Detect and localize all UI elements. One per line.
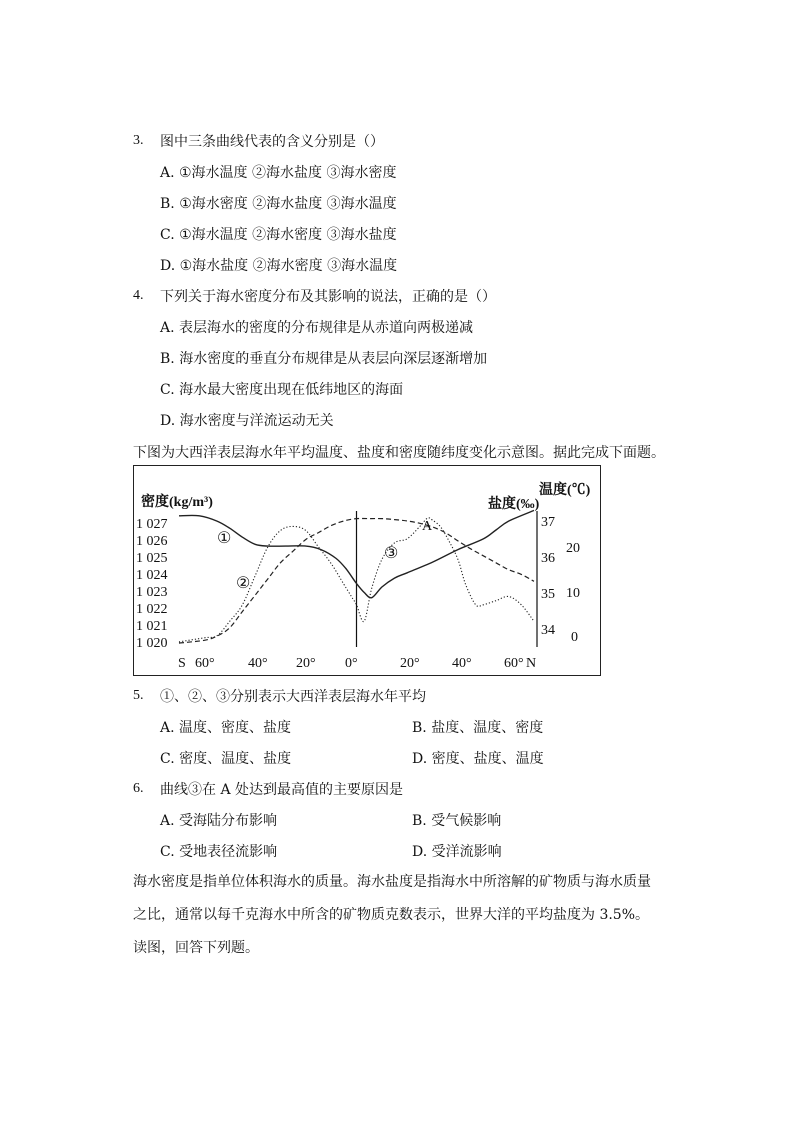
q3-option-b[interactable]: B. ①海水密度 ②海水盐度 ③海水温度 bbox=[160, 196, 397, 212]
q4-stem: 下列关于海水密度分布及其影响的说法，正确的是（） bbox=[160, 289, 496, 305]
q5-option-d[interactable]: D. 密度、盐度、温度 bbox=[412, 751, 544, 767]
x-tick-20S: 20° bbox=[296, 656, 316, 671]
x-tick-S: S bbox=[178, 656, 186, 671]
q4-option-b[interactable]: B. 海水密度的垂直分布规律是从表层向深层逐渐增加 bbox=[160, 351, 488, 367]
salinity-tick-34: 34 bbox=[541, 623, 555, 638]
q5-option-b[interactable]: B. 盐度、温度、密度 bbox=[412, 720, 544, 736]
q5-option-c[interactable]: C. 密度、温度、盐度 bbox=[160, 751, 292, 767]
temperature-axis-title: 温度(℃) bbox=[539, 483, 591, 498]
x-tick-N: N bbox=[526, 656, 537, 671]
density-tick-1021: 1 021 bbox=[136, 619, 168, 634]
q6-number: 6. bbox=[133, 781, 144, 796]
q6-option-d[interactable]: D. 受洋流影响 bbox=[412, 844, 502, 860]
temp-tick-10: 10 bbox=[566, 586, 580, 601]
curve-label-2: ② bbox=[236, 575, 251, 592]
ocean-chart-svg bbox=[134, 466, 600, 675]
q3-option-d[interactable]: D. ①海水盐度 ②海水密度 ③海水温度 bbox=[160, 258, 398, 274]
figure-intro: 下图为大西洋表层海水年平均温度、盐度和密度随纬度变化示意图。据此完成下面题。 bbox=[133, 445, 665, 461]
q4-option-a[interactable]: A. 表层海水的密度的分布规律是从赤道向两极递减 bbox=[160, 320, 474, 336]
curve-label-3: ③ bbox=[384, 545, 399, 562]
salinity-tick-37: 37 bbox=[541, 515, 555, 530]
q3-stem: 图中三条曲线代表的含义分别是（） bbox=[160, 134, 384, 150]
q3-number: 3. bbox=[133, 133, 144, 148]
x-tick-60S: 60° bbox=[195, 656, 215, 671]
temp-tick-0: 0 bbox=[571, 630, 578, 645]
q6-option-a[interactable]: A. 受海陆分布影响 bbox=[160, 813, 278, 829]
ocean-chart-figure bbox=[133, 465, 601, 676]
point-label-A: A bbox=[422, 519, 433, 534]
q5-option-a[interactable]: A. 温度、密度、盐度 bbox=[160, 720, 292, 736]
x-tick-40N: 40° bbox=[452, 656, 472, 671]
density-tick-1022: 1 022 bbox=[136, 602, 168, 617]
density-tick-1026: 1 026 bbox=[136, 534, 168, 549]
q5-number: 5. bbox=[133, 688, 144, 703]
q4-number: 4. bbox=[133, 288, 144, 303]
q3-option-c[interactable]: C. ①海水温度 ②海水密度 ③海水盐度 bbox=[160, 227, 397, 243]
q6-stem: 曲线③在 A 处达到最高值的主要原因是 bbox=[160, 782, 404, 798]
salinity-tick-36: 36 bbox=[541, 551, 555, 566]
salinity-tick-35: 35 bbox=[541, 587, 555, 602]
q4-option-d[interactable]: D. 海水密度与洋流运动无关 bbox=[160, 413, 334, 429]
density-axis-title: 密度(kg/m³) bbox=[141, 495, 213, 510]
q6-option-b[interactable]: B. 受气候影响 bbox=[412, 813, 502, 829]
x-tick-60N: 60° bbox=[504, 656, 524, 671]
x-tick-0: 0° bbox=[345, 656, 358, 671]
density-tick-1020: 1 020 bbox=[136, 636, 168, 651]
q6-option-c[interactable]: C. 受地表径流影响 bbox=[160, 844, 278, 860]
temp-tick-20: 20 bbox=[566, 541, 580, 556]
density-tick-1023: 1 023 bbox=[136, 585, 168, 600]
salinity-axis-title: 盐度(‰) bbox=[488, 497, 540, 512]
density-tick-1024: 1 024 bbox=[136, 568, 168, 583]
q4-option-c[interactable]: C. 海水最大密度出现在低纬地区的海面 bbox=[160, 382, 404, 398]
closing-paragraph: 海水密度是指单位体积海水的质量。海水盐度是指海水中所溶解的矿物质与海水质量之比，通常以每千克海水中所含的矿物质克数表示，世界大洋的平均盐度为 3.5%。读图，回答下列题。 bbox=[133, 874, 651, 956]
x-tick-20N: 20° bbox=[400, 656, 420, 671]
density-tick-1027: 1 027 bbox=[136, 517, 168, 532]
density-tick-1025: 1 025 bbox=[136, 551, 168, 566]
q3-option-a[interactable]: A. ①海水温度 ②海水盐度 ③海水密度 bbox=[160, 165, 397, 181]
q5-stem: ①、②、③分别表示大西洋表层海水年平均 bbox=[160, 689, 426, 705]
curve-label-1: ① bbox=[217, 530, 232, 547]
x-tick-40S: 40° bbox=[248, 656, 268, 671]
